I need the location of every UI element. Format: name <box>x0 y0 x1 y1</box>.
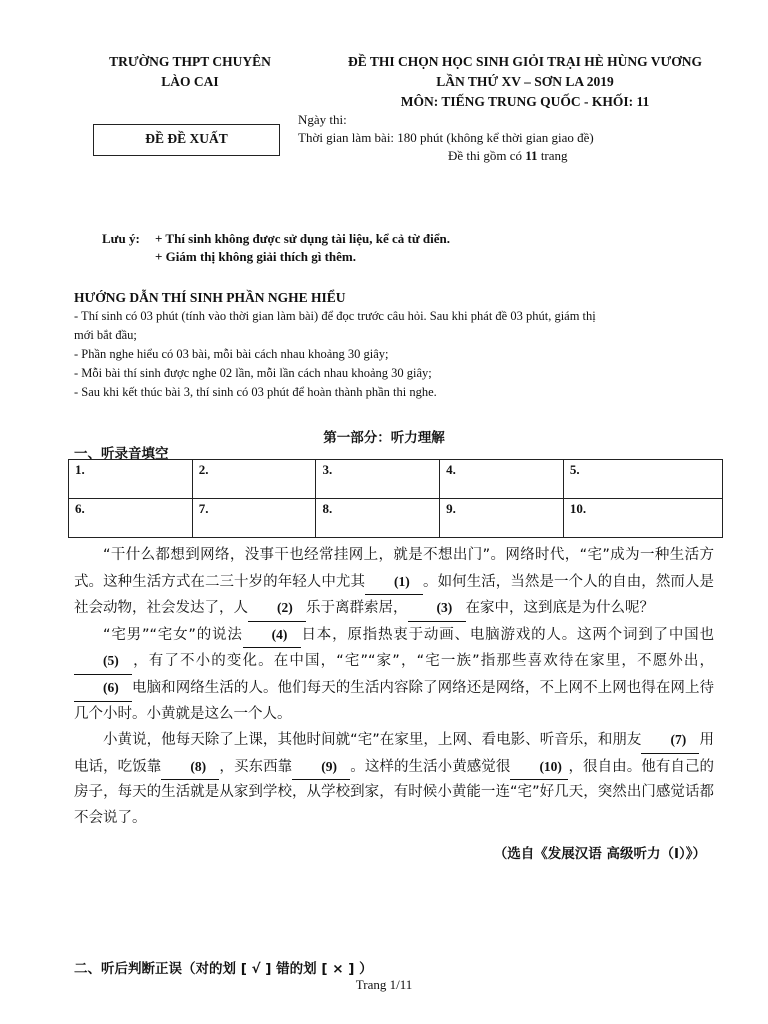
passage-text: 日本，原指热衷于动画、电脑游戏的人。这两个词到了中国也 <box>300 626 714 643</box>
passage-text: ，很自由。他有自己的房子，每天的生活就是从家到学校，从学校到家，有时候小黄能一连“宅”好几天，突然出门感觉话都不会说了。 <box>74 758 715 826</box>
passage-text: 。这样的生活小黄感觉很 <box>350 758 511 775</box>
passage-text: 乐于离群索居， <box>306 600 408 617</box>
passage-text: “宅男”“宅女”的说法 <box>103 626 243 643</box>
answer-cell[interactable]: 7. <box>192 499 316 538</box>
exam-title-line-1: ĐỀ THI CHỌN HỌC SINH GIỎI TRẠI HÈ HÙNG VƯƠNG <box>348 54 702 69</box>
section-2-title: 二、听后判断正误（对的划 [ √ ] 错的划 [ × ] ） <box>74 961 373 977</box>
passage-paragraph-1 <box>74 543 714 622</box>
passage-text: 用电话，吃饭靠 <box>74 732 714 775</box>
fill-blank: (6) <box>74 675 132 702</box>
fill-blank: (3) <box>408 595 466 622</box>
guide-line-1a: - Thí sinh có 03 phút (tính vào thời gian làm bài) để đọc trước câu hỏi. Sau khi phát đề 03 phút, giám thị <box>74 309 596 323</box>
pages-count: 11 <box>525 148 538 163</box>
note-line-1: + Thí sinh không được sử dụng tài liệu, kể cả từ điển. <box>155 231 450 246</box>
passage-text: ，有了不小的变化。在中国，“宅”“家”，“宅一族”指那些喜欢待在家里，不愿外出， <box>132 653 714 670</box>
passage-text: 。如何生活，当然是一个人的自由，然而人是社会动物，社会发达了，人 <box>74 573 714 617</box>
passage-paragraph-2 <box>74 622 714 727</box>
section-1-title: 一、听录音填空 <box>74 446 169 462</box>
fill-blank: (1) <box>365 569 423 596</box>
exam-time-line: Thời gian làm bài: 180 phút (không kể thời gian giao đề) <box>298 130 594 145</box>
passage-source: （选自《发展汉语 高级听力（I）》） <box>493 846 706 862</box>
answer-cell[interactable]: 3. <box>316 460 440 499</box>
guide-line-3: - Mỗi bài thí sinh được nghe 02 lần, mỗi lần cách nhau khoảng 30 giây; <box>74 366 432 380</box>
answer-cell[interactable]: 10. <box>563 499 722 538</box>
answer-cell[interactable]: 1. <box>69 460 193 499</box>
pages-prefix: Đề thi gồm có <box>448 148 526 163</box>
answer-row <box>69 499 723 538</box>
exam-pages-line <box>448 147 568 165</box>
passage-text: 在家中，这到底是为什么呢？ <box>465 600 654 617</box>
answer-cell[interactable]: 8. <box>316 499 440 538</box>
answer-cell[interactable]: 6. <box>69 499 193 538</box>
passage-text: “干什么都想到网络，没事干也经常挂网上，就是不想出门”。网络时代，“宅”成为一种生活方式。这种生活方式在二三十岁的年轻人中尤其 <box>74 547 714 590</box>
fill-blank: (4) <box>243 622 301 649</box>
school-line-2: LÀO CAI <box>161 74 219 89</box>
exam-title-line-2: LẦN THỨ XV – SƠN LA 2019 <box>436 74 614 89</box>
guide-line-1b: mới bắt đầu; <box>74 328 137 342</box>
note-line-2: + Giám thị không giải thích gì thêm. <box>155 249 356 264</box>
exam-date-label: Ngày thi: <box>298 112 347 127</box>
fill-blank: (5) <box>74 648 132 675</box>
note-label: Lưu ý: <box>102 231 140 246</box>
fill-blank: (8) <box>161 754 219 781</box>
guide-line-4: - Sau khi kết thúc bài 3, thí sinh có 03 phút để hoàn thành phần thi nghe. <box>74 385 437 399</box>
school-name <box>70 52 310 92</box>
exam-heading <box>300 52 750 112</box>
fill-blank: (7) <box>641 727 699 754</box>
answer-row <box>69 460 723 499</box>
answer-cell[interactable]: 5. <box>563 460 722 499</box>
answer-cell[interactable]: 4. <box>440 460 564 499</box>
answer-cell[interactable]: 9. <box>440 499 564 538</box>
pages-suffix: trang <box>537 148 568 163</box>
passage-text: 小黄说，他每天除了上课，其他时间就“宅”在家里，上网、看电影、听音乐，和朋友 <box>103 732 642 749</box>
passage <box>74 543 714 832</box>
fill-blank: (10) <box>510 754 568 781</box>
exam-subject-line: MÔN: TIẾNG TRUNG QUỐC - KHỐI: 11 <box>400 94 650 109</box>
listening-guide-title: HƯỚNG DẪN THÍ SINH PHẦN NGHE HIỂU <box>74 290 346 305</box>
page-footer: Trang 1/11 <box>355 977 413 992</box>
draft-label-box: ĐỀ ĐỀ XUẤT <box>93 124 280 156</box>
part-1-title: 第一部分：听力理解 <box>323 430 445 446</box>
answer-table <box>68 459 723 538</box>
passage-paragraph-3 <box>74 727 714 831</box>
passage-text: ，买东西靠 <box>219 758 293 775</box>
guide-line-2: - Phần nghe hiểu có 03 bài, mỗi bài cách nhau khoảng 30 giây; <box>74 347 389 361</box>
school-line-1: TRƯỜNG THPT CHUYÊN <box>109 54 271 69</box>
passage-text: 电脑和网络生活的人。他们每天的生活内容除了网络还是网络，不上网不上网也得在网上待几个小时。小黄就是这么一个人。 <box>74 679 714 722</box>
answer-cell[interactable]: 2. <box>192 460 316 499</box>
fill-blank: (2) <box>248 595 306 622</box>
fill-blank: (9) <box>292 754 350 781</box>
